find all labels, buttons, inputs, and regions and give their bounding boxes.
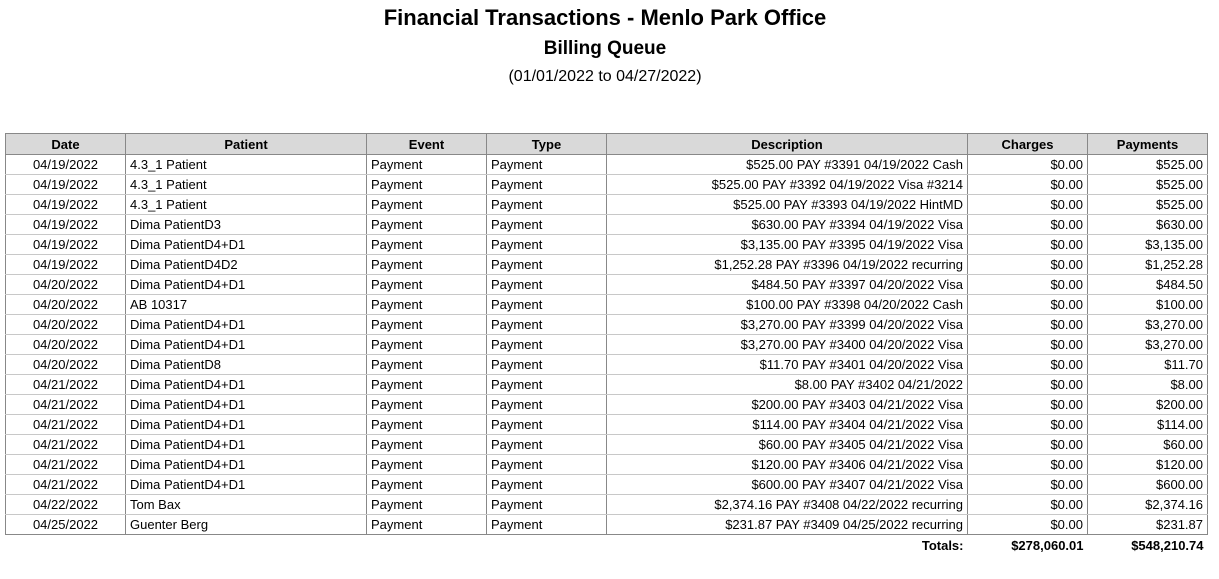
cell-date: 04/21/2022 [6,435,126,455]
cell-patient: Dima PatientD3 [126,215,367,235]
cell-description: $114.00 PAY #3404 04/21/2022 Visa [607,415,968,435]
transactions-table [5,133,1208,555]
cell-patient: Dima PatientD4+D1 [126,335,367,355]
cell-type: Payment [487,195,607,215]
cell-description: $60.00 PAY #3405 04/21/2022 Visa [607,435,968,455]
cell-description: $525.00 PAY #3391 04/19/2022 Cash [607,155,968,175]
cell-type: Payment [487,475,607,495]
cell-date: 04/19/2022 [6,175,126,195]
cell-event: Payment [367,215,487,235]
cell-payments: $60.00 [1088,435,1208,455]
cell-payments: $3,135.00 [1088,235,1208,255]
cell-description: $120.00 PAY #3406 04/21/2022 Visa [607,455,968,475]
table-row [6,315,1208,335]
cell-description: $100.00 PAY #3398 04/20/2022 Cash [607,295,968,315]
totals-label: Totals: [921,537,964,553]
table-header-row [6,134,1208,155]
cell-charges: $0.00 [968,335,1088,355]
cell-event: Payment [367,175,487,195]
column-header-payments: Payments [1088,134,1208,155]
cell-description: $200.00 PAY #3403 04/21/2022 Visa [607,395,968,415]
cell-date: 04/19/2022 [6,235,126,255]
cell-payments: $525.00 [1088,175,1208,195]
cell-type: Payment [487,455,607,475]
cell-event: Payment [367,455,487,475]
cell-event: Payment [367,235,487,255]
cell-charges: $0.00 [968,215,1088,235]
cell-type: Payment [487,395,607,415]
table-row [6,255,1208,275]
table-row [6,455,1208,475]
table-row [6,515,1208,535]
report-subtitle: Billing Queue [543,38,667,59]
cell-patient: Dima PatientD4+D1 [126,475,367,495]
cell-patient: Dima PatientD4+D1 [126,375,367,395]
cell-type: Payment [487,295,607,315]
table-row [6,355,1208,375]
column-header-date: Date [6,134,126,155]
cell-payments: $2,374.16 [1088,495,1208,515]
column-header-charges: Charges [968,134,1088,155]
cell-event: Payment [367,315,487,335]
table-row [6,495,1208,515]
cell-description: $3,270.00 PAY #3400 04/20/2022 Visa [607,335,968,355]
cell-date: 04/21/2022 [6,475,126,495]
cell-payments: $525.00 [1088,195,1208,215]
cell-payments: $120.00 [1088,455,1208,475]
cell-patient: Dima PatientD4+D1 [126,455,367,475]
table-row [6,275,1208,295]
cell-type: Payment [487,235,607,255]
cell-event: Payment [367,515,487,535]
cell-patient: AB 10317 [126,295,367,315]
cell-payments: $3,270.00 [1088,315,1208,335]
cell-description: $231.87 PAY #3409 04/25/2022 recurring [607,515,968,535]
table-row [6,395,1208,415]
column-header-patient: Patient [126,134,367,155]
column-header-type: Type [487,134,607,155]
cell-type: Payment [487,375,607,395]
cell-payments: $1,252.28 [1088,255,1208,275]
cell-event: Payment [367,335,487,355]
cell-date: 04/20/2022 [6,315,126,335]
cell-description: $2,374.16 PAY #3408 04/22/2022 recurring [607,495,968,515]
cell-date: 04/20/2022 [6,335,126,355]
table-row [6,215,1208,235]
column-header-description: Description [607,134,968,155]
cell-type: Payment [487,215,607,235]
table-row [6,475,1208,495]
cell-event: Payment [367,415,487,435]
table-row [6,235,1208,255]
cell-description: $600.00 PAY #3407 04/21/2022 Visa [607,475,968,495]
cell-description: $484.50 PAY #3397 04/20/2022 Visa [607,275,968,295]
cell-type: Payment [487,315,607,335]
cell-event: Payment [367,435,487,455]
cell-charges: $0.00 [968,515,1088,535]
cell-payments: $114.00 [1088,415,1208,435]
cell-patient: Dima PatientD4+D1 [126,395,367,415]
totals-row [6,535,1208,556]
cell-type: Payment [487,255,607,275]
cell-charges: $0.00 [968,255,1088,275]
cell-charges: $0.00 [968,355,1088,375]
table-body [6,155,1208,535]
cell-type: Payment [487,335,607,355]
cell-payments: $600.00 [1088,475,1208,495]
cell-charges: $0.00 [968,175,1088,195]
cell-payments: $484.50 [1088,275,1208,295]
cell-charges: $0.00 [968,435,1088,455]
cell-description: $3,270.00 PAY #3399 04/20/2022 Visa [607,315,968,335]
cell-type: Payment [487,435,607,455]
cell-patient: 4.3_1 Patient [126,175,367,195]
cell-payments: $8.00 [1088,375,1208,395]
table-row [6,295,1208,315]
cell-event: Payment [367,295,487,315]
cell-payments: $100.00 [1088,295,1208,315]
cell-date: 04/25/2022 [6,515,126,535]
cell-event: Payment [367,495,487,515]
cell-charges: $0.00 [968,415,1088,435]
cell-patient: Dima PatientD4+D1 [126,315,367,335]
table-row [6,175,1208,195]
cell-charges: $0.00 [968,275,1088,295]
cell-payments: $630.00 [1088,215,1208,235]
cell-description: $8.00 PAY #3402 04/21/2022 [607,375,968,395]
cell-event: Payment [367,475,487,495]
cell-description: $11.70 PAY #3401 04/20/2022 Visa [607,355,968,375]
cell-description: $630.00 PAY #3394 04/19/2022 Visa [607,215,968,235]
cell-date: 04/20/2022 [6,295,126,315]
cell-date: 04/21/2022 [6,455,126,475]
cell-date: 04/21/2022 [6,415,126,435]
cell-description: $525.00 PAY #3393 04/19/2022 HintMD [607,195,968,215]
cell-event: Payment [367,275,487,295]
cell-payments: $525.00 [1088,155,1208,175]
cell-type: Payment [487,415,607,435]
totals-charges: $278,060.01 [1011,537,1084,553]
cell-description: $3,135.00 PAY #3395 04/19/2022 Visa [607,235,968,255]
cell-date: 04/19/2022 [6,215,126,235]
cell-patient: Dima PatientD4+D1 [126,435,367,455]
cell-patient: Dima PatientD4+D1 [126,415,367,435]
cell-description: $1,252.28 PAY #3396 04/19/2022 recurring [607,255,968,275]
cell-type: Payment [487,155,607,175]
cell-type: Payment [487,275,607,295]
cell-charges: $0.00 [968,295,1088,315]
cell-patient: Tom Bax [126,495,367,515]
cell-charges: $0.00 [968,475,1088,495]
report-date-range: (01/01/2022 to 04/27/2022) [508,68,702,85]
cell-event: Payment [367,195,487,215]
cell-date: 04/21/2022 [6,375,126,395]
cell-event: Payment [367,355,487,375]
cell-payments: $3,270.00 [1088,335,1208,355]
cell-event: Payment [367,395,487,415]
table-row [6,415,1208,435]
cell-date: 04/20/2022 [6,275,126,295]
cell-date: 04/19/2022 [6,195,126,215]
table-row [6,155,1208,175]
table-row [6,435,1208,455]
cell-patient: Dima PatientD4+D1 [126,235,367,255]
cell-patient: Dima PatientD4D2 [126,255,367,275]
cell-date: 04/19/2022 [6,255,126,275]
cell-type: Payment [487,515,607,535]
totals-payments: $548,210.74 [1131,537,1204,553]
cell-charges: $0.00 [968,315,1088,335]
report-title: Financial Transactions - Menlo Park Office [383,5,827,30]
cell-charges: $0.00 [968,395,1088,415]
cell-date: 04/20/2022 [6,355,126,375]
table-row [6,195,1208,215]
cell-type: Payment [487,355,607,375]
cell-type: Payment [487,175,607,195]
cell-patient: Dima PatientD4+D1 [126,275,367,295]
table-row [6,375,1208,395]
cell-date: 04/21/2022 [6,395,126,415]
cell-payments: $231.87 [1088,515,1208,535]
cell-event: Payment [367,255,487,275]
cell-description: $525.00 PAY #3392 04/19/2022 Visa #3214 [607,175,968,195]
cell-charges: $0.00 [968,375,1088,395]
cell-charges: $0.00 [968,195,1088,215]
cell-date: 04/19/2022 [6,155,126,175]
cell-charges: $0.00 [968,455,1088,475]
cell-event: Payment [367,375,487,395]
cell-patient: 4.3_1 Patient [126,155,367,175]
cell-charges: $0.00 [968,155,1088,175]
cell-patient: Dima PatientD8 [126,355,367,375]
cell-type: Payment [487,495,607,515]
cell-payments: $11.70 [1088,355,1208,375]
table-row [6,335,1208,355]
column-header-event: Event [367,134,487,155]
cell-payments: $200.00 [1088,395,1208,415]
cell-date: 04/22/2022 [6,495,126,515]
cell-patient: Guenter Berg [126,515,367,535]
cell-charges: $0.00 [968,495,1088,515]
cell-charges: $0.00 [968,235,1088,255]
cell-patient: 4.3_1 Patient [126,195,367,215]
cell-event: Payment [367,155,487,175]
